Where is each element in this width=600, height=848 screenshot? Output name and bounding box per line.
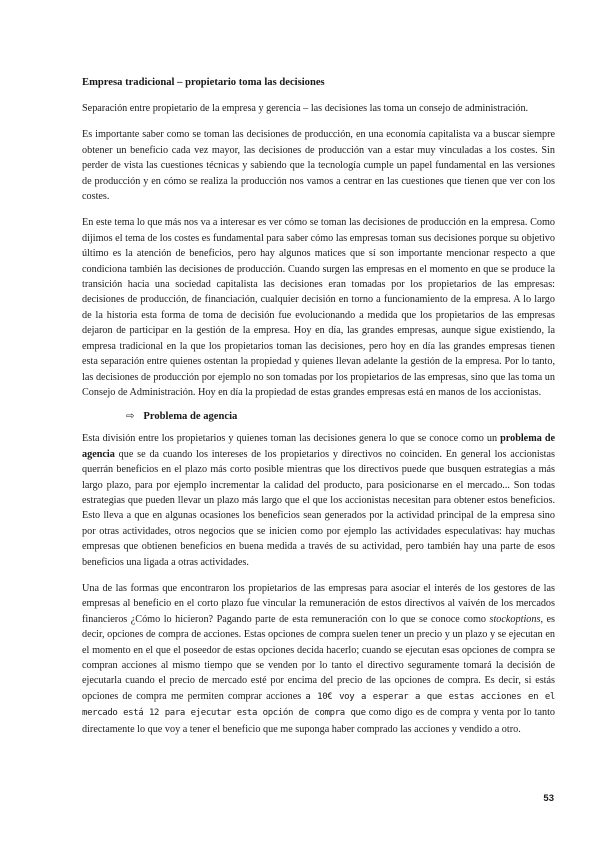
paragraph-5-text-c: como digo es de compra y venta por lo tanto directamente lo que voy a tener el beneficio que me suponga haber comprado las acciones y vendido a otro. — [82, 707, 556, 735]
section-heading: Empresa tradicional – propietario toma las decisiones — [82, 77, 325, 88]
paragraph-5-text-b: , es decir, opciones de compra de acciones. Estas opciones de compra suelen tener un precio y un plazo y se ejecutan en el momento en el que el poseedor de estas opciones decida hacerlo; cuando se ejecutan esas opciones de compra se compran acciones al mismo tiempo que se venden por lo tanto el directivo seguramente tomará la decisión de ejecutarla cuando el precio de mercado esté por encima del precio de las opciones de compra. Es decir, si estás opciones de compra me permiten comprar acciones — [82, 613, 555, 702]
paragraph-1: Separación entre propietario de la empresa y gerencia – las decisiones las toma un consejo de administración. — [82, 103, 529, 114]
page-content — [82, 76, 555, 748]
subheading-label: Problema de agencia — [143, 411, 238, 423]
page-number: 53 — [543, 793, 554, 804]
paragraph-4 — [82, 431, 555, 570]
paragraph-4-bold: problema de agencia — [82, 433, 556, 460]
subheading — [126, 411, 555, 422]
arrow-right-outline-icon: ⇨ — [126, 411, 135, 423]
paragraph-3: En este tema lo que más nos va a interesar es ver cómo se toman las decisiones de producción en la empresa. Como dijimos el tema de los costes es fundamental para saber cómo las empresas toman sus decisiones porque su objetivo último es la atención de beneficios, pero hay algunos matices que sí son importante mencionar respecto a que condiciona también las decisiones de producción. Cuando surgen las empresas en el momento en que se produce la transición hacia una sociedad capitalista las decisiones eran tomadas por los propietarios de las empresas: decisiones de producción, de financiación, cualquier decisión en torno a funcionamiento de la empresa. A lo largo de la historia esta forma de toma de decisión fue evolucionando a medida que los propietarios de las empresas dejaron de participar en la gestión de la empresa. Hoy en día, las grandes empresas, aunque sigue existiendo, la empresa tradicional en la que los propietarios toman las decisiones, pero hoy en día las grandes empresas tienen esta separación entre quienes ostentan la propiedad y quienes llevan adelante la gestión de la empresa. Por lo tanto, las decisiones de producción por ejemplo no son tomadas por los propietarios de las empresas, sino que las toma un Consejo de Administración. Hoy en día la propiedad de estas grandes empresas está en manos de los accionistas. — [82, 217, 555, 398]
paragraph-5 — [82, 581, 555, 737]
paragraph-5-mono: a 10€ voy a esperar a que estas acciones en el mercado está 12 para ejecutar esta opción de compra que — [82, 691, 555, 719]
paragraph-5-text-a: Una de las formas que encontraron los propietarios de las empresas para asociar el interés de los gestores de las empresas al beneficio en el corto plazo fue vincular la remuneración de estos directivos al vaivén de los mercados financieros ¿Cómo lo hicieron? Pagando parte de esta remuneración con lo que se conoce como — [82, 582, 555, 625]
paragraph-4-text-b: que se da cuando los intereses de los propietarios y directivos no coinciden. En general los accionistas querrán beneficios en el plazo más corto posible mientras que los directivos puede que busquen estrategias a más largo plazo, para por ejemplo incrementar la calidad del producto, para posicionarse en el mercado... Son todas estrategias que pueden llevar un plazo más largo que el que los accionistas necesitan para obtener estos beneficios. Esto lleva a que en algunas ocasiones los beneficios sean generados por la actividad principal de la empresa sino por otras actividades, otros negocios que se inicien como por ejemplo las actividades especulativas: hay muchas empresas que obtienen beneficios en buena medida a través de su actividad, pero también hay una parte de esos beneficios una ligada a otras actividades. — [82, 448, 555, 568]
paragraph-4-text-a: Esta división entre los propietarios y quienes toman las decisiones genera lo que se conoce como un — [82, 433, 501, 445]
paragraph-5-italic: stockoptions — [489, 613, 541, 625]
paragraph-2: Es importante saber como se toman las decisiones de producción, en una economía capitalista va a buscar siempre obtener un beneficio cada vez mayor, las decisiones de producción van a estar muy vinculadas a los costes. Sin perder de vista las cuestiones técnicas y sabiendo que la tecnología cumple un papel fundamental en las versiones de producción y en cómo se realiza la producción nos vamos a centrar en las cuestiones que tienen que ver con los costes. — [82, 129, 555, 203]
